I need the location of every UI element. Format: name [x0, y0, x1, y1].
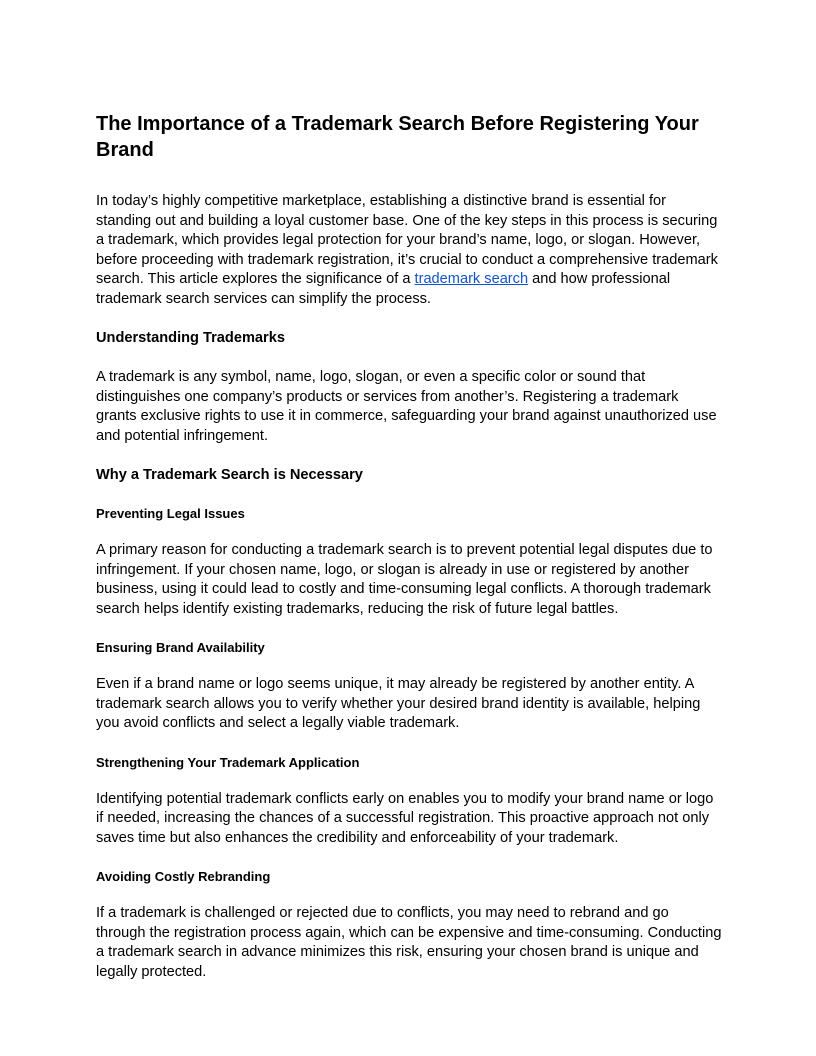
paragraph-ensuring-brand-availability: Even if a brand name or logo seems unique, it may already be registered by another entity. A trademark search allows you to verify whether your desired brand identity is available, helping you avoid conflicts and select a legally viable trademark. [96, 676, 701, 731]
section-heading-understanding-trademarks: Understanding Trademarks [96, 330, 285, 346]
subheading-strengthening-application: Strengthening Your Trademark Application [96, 754, 360, 770]
paragraph-strengthening-application: Identifying potential trademark conflicts early on enables you to modify your brand name or logo if needed, increasing the chances of a successful registration. This proactive approach not only saves time but also enhances the credibility and enforceability of your trademark. [96, 790, 714, 846]
document-page [96, 111, 722, 1002]
intro-text-after-link: and how professional trademark search services can simplify the process. [96, 271, 671, 307]
section-paragraph-understanding-trademarks: A trademark is any symbol, name, logo, slogan, or even a specific color or sound that distinguishes one company’s products or services from another’s. Registering a trademark grants exclusive rights to use it in commerce, safeguarding your brand against unauthorized use and potential infringement. [96, 369, 717, 444]
trademark-search-link[interactable]: trademark search [414, 271, 529, 287]
paragraph-avoiding-rebranding: If a trademark is challenged or rejected due to conflicts, you may need to rebrand and go through the registration process again, which can be expensive and time-consuming. Conducting a trademark search in advance minimizes this risk, ensuring your chosen brand is unique and legally protected. [96, 905, 722, 980]
paragraph-preventing-legal-issues: A primary reason for conducting a trademark search is to prevent potential legal disputes due to infringement. If your chosen name, logo, or slogan is already in use or registered by another business, using it could lead to costly and time-consuming legal conflicts. A thorough trademark search helps identify existing trademarks, reducing the risk of future legal battles. [96, 542, 713, 617]
section-heading-why-search: Why a Trademark Search is Necessary [96, 467, 363, 483]
subheading-avoiding-rebranding: Avoiding Costly Rebranding [96, 869, 271, 884]
intro-paragraph [96, 192, 722, 309]
intro-text-before-link: In today’s highly competitive marketplace, establishing a distinctive brand is essential for standing out and building a loyal customer base. One of the key steps in this process is securing a trademark, which provides legal protection for your brand’s name, logo, or slogan. However, before proceeding with trademark registration, it’s crucial to conduct a comprehensive trademark search. This article explores the significance of a [96, 193, 718, 287]
subheading-preventing-legal-issues: Preventing Legal Issues [96, 506, 245, 521]
article-title: The Importance of a Trademark Search Before Registering Your Brand [96, 113, 699, 161]
subheading-ensuring-brand-availability: Ensuring Brand Availability [96, 640, 265, 655]
